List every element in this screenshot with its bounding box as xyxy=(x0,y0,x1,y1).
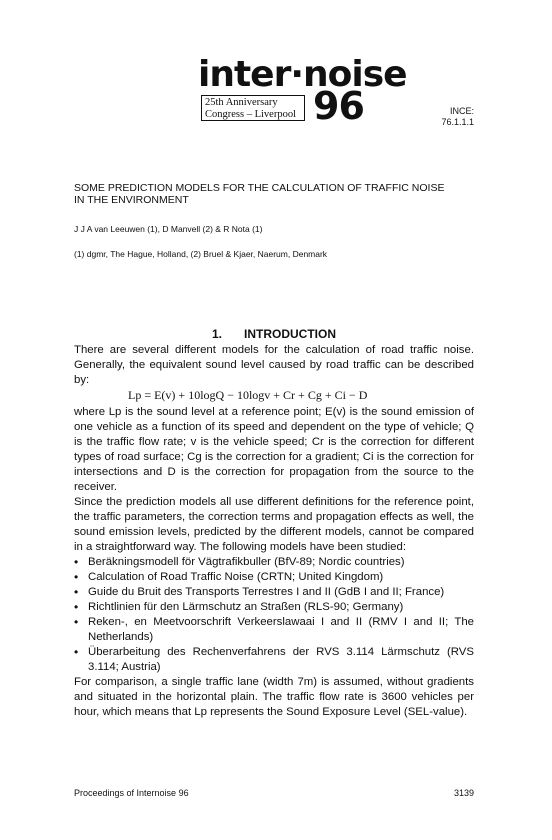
list-item: • Richtlinien für den Lärmschutz an Straßen (RLS-90; Germany) xyxy=(74,600,474,615)
page-number: 3139 xyxy=(453,788,474,798)
conference-logo-box xyxy=(201,95,305,121)
conference-logo-year: 96 xyxy=(313,84,364,128)
logo-box-line-1: 25th Anniversary xyxy=(205,97,278,108)
section-title: INTRODUCTION xyxy=(244,327,336,341)
intro-body xyxy=(74,405,474,720)
paper-title xyxy=(74,182,474,206)
list-item: • Guide du Bruit des Transports Terrestres I and II (GdB I and II; France) xyxy=(74,585,474,600)
logo-box-line-2: Congress – Liverpool xyxy=(205,109,296,120)
section-number: 1. xyxy=(211,327,222,341)
ince-label: INCE: xyxy=(449,106,474,116)
proceedings-footer: Proceedings of Internoise 96 xyxy=(74,788,189,798)
intro-paragraph-3: Since the prediction models all use different definitions for the reference point, the traffic parameters, the correction terms and propagation effects as well, the sound emission levels, predicted by the different models, cannot be compared in a straightforward way. The following models have been studied: xyxy=(74,496,474,553)
conference-logo-wordmark: inter·noise xyxy=(198,54,407,95)
list-item: • Reken-, en Meetvoorschrift Verkeerslawaai I and II (RMV I and II; The Netherlands) xyxy=(74,615,474,645)
section-heading xyxy=(74,327,474,341)
paper-title-line-1: SOME PREDICTION MODELS FOR THE CALCULATION OF TRAFFIC NOISE xyxy=(74,182,445,194)
paper-affiliations: (1) dgmr, The Hague, Holland, (2) Bruel & Kjaer, Naerum, Denmark xyxy=(74,249,328,259)
equation: Lp = E(v) + 10logQ − 10logv + Cr + Cg + Ci − D xyxy=(128,388,368,402)
ince-classification xyxy=(441,106,474,128)
list-item: • Beräkningsmodell för Vägtrafikbuller (BfV-89; Nordic countries) xyxy=(74,555,474,570)
intro-paragraph-4: For comparison, a single traffic lane (width 7m) is assumed, without gradients and situated in the horizontal plain. The traffic flow rate is 3600 vehicles per hour, which means that Lp represents the Sound Exposure Level (SEL-value). xyxy=(74,676,474,718)
list-item: • Überarbeitung des Rechenverfahrens der RVS 3.114 Lärmschutz (RVS 3.114; Austria) xyxy=(74,645,474,675)
paper-title-line-2: IN THE ENVIRONMENT xyxy=(74,194,189,206)
intro-paragraph-1: There are several different models for the calculation of road traffic noise. Generally, the equivalent sound level caused by road traffic can be described by: xyxy=(74,344,474,386)
intro-paragraph-2: where Lp is the sound level at a reference point; E(v) is the sound emission of one vehicle as a function of its speed and dependent on the type of vehicle; Q is the traffic flow rate; v is the vehicle speed; Cr is the correction for different types of road surface; Cg is the correction for a gradient; Ci is the correction for intersections and D is the correction for propagation from the source to the receiver. xyxy=(74,406,474,493)
list-item: • Calculation of Road Traffic Noise (CRTN; United Kingdom) xyxy=(74,570,474,585)
paper-authors: J J A van Leeuwen (1), D Manvell (2) & R Nota (1) xyxy=(74,224,263,234)
ince-code: 76.1.1.1 xyxy=(441,117,474,127)
models-list xyxy=(74,555,474,675)
